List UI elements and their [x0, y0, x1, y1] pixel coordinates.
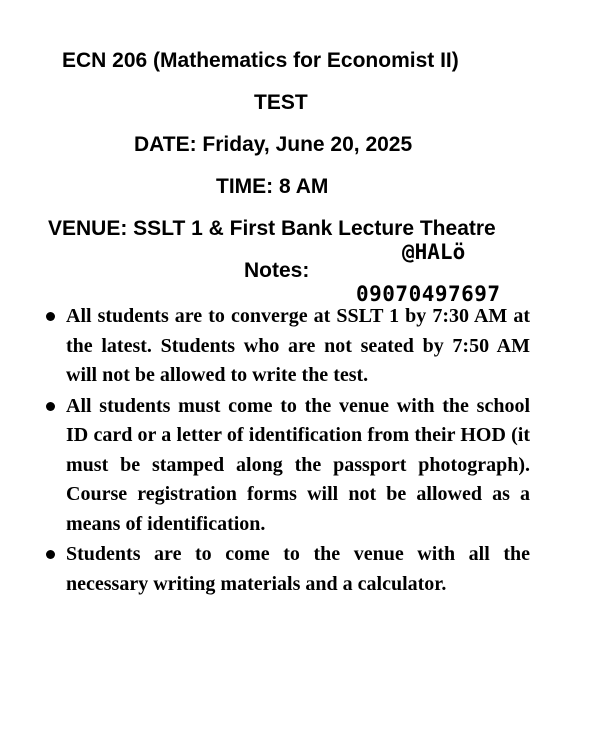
- note-item-identification: [44, 392, 530, 540]
- test-date: DATE: Friday, June 20, 2025: [134, 133, 413, 156]
- note-text: All students must come to the venue with the school ID card or a letter of identification from their HOD (it must be stamped along the passport photograph). Course registration forms will not be allowed as a means of identification.: [66, 394, 530, 535]
- bullet-icon: [46, 402, 55, 411]
- note-item-materials: [44, 540, 530, 599]
- bullet-icon: [46, 550, 55, 559]
- watermark-phone: 09070497697: [356, 282, 501, 306]
- test-label: TEST: [254, 91, 308, 114]
- note-text: Students are to come to the venue with all the necessary writing materials and a calculator.: [66, 543, 530, 595]
- test-time: TIME: 8 AM: [216, 175, 329, 198]
- watermark-handle: @HALö: [402, 240, 466, 264]
- bullet-icon: [46, 312, 55, 321]
- notes-heading: Notes:: [244, 259, 310, 282]
- note-text: All students are to converge at SSLT 1 by 7:30 AM at the latest. Students who are not seated by 7:50 AM will not be allowed to write the test.: [66, 305, 530, 386]
- note-item-converge: [44, 302, 530, 391]
- course-title: ECN 206 (Mathematics for Economist II): [62, 49, 459, 72]
- test-venue: VENUE: SSLT 1 & First Bank Lecture Theatre: [48, 217, 496, 240]
- notes-list: [44, 302, 530, 600]
